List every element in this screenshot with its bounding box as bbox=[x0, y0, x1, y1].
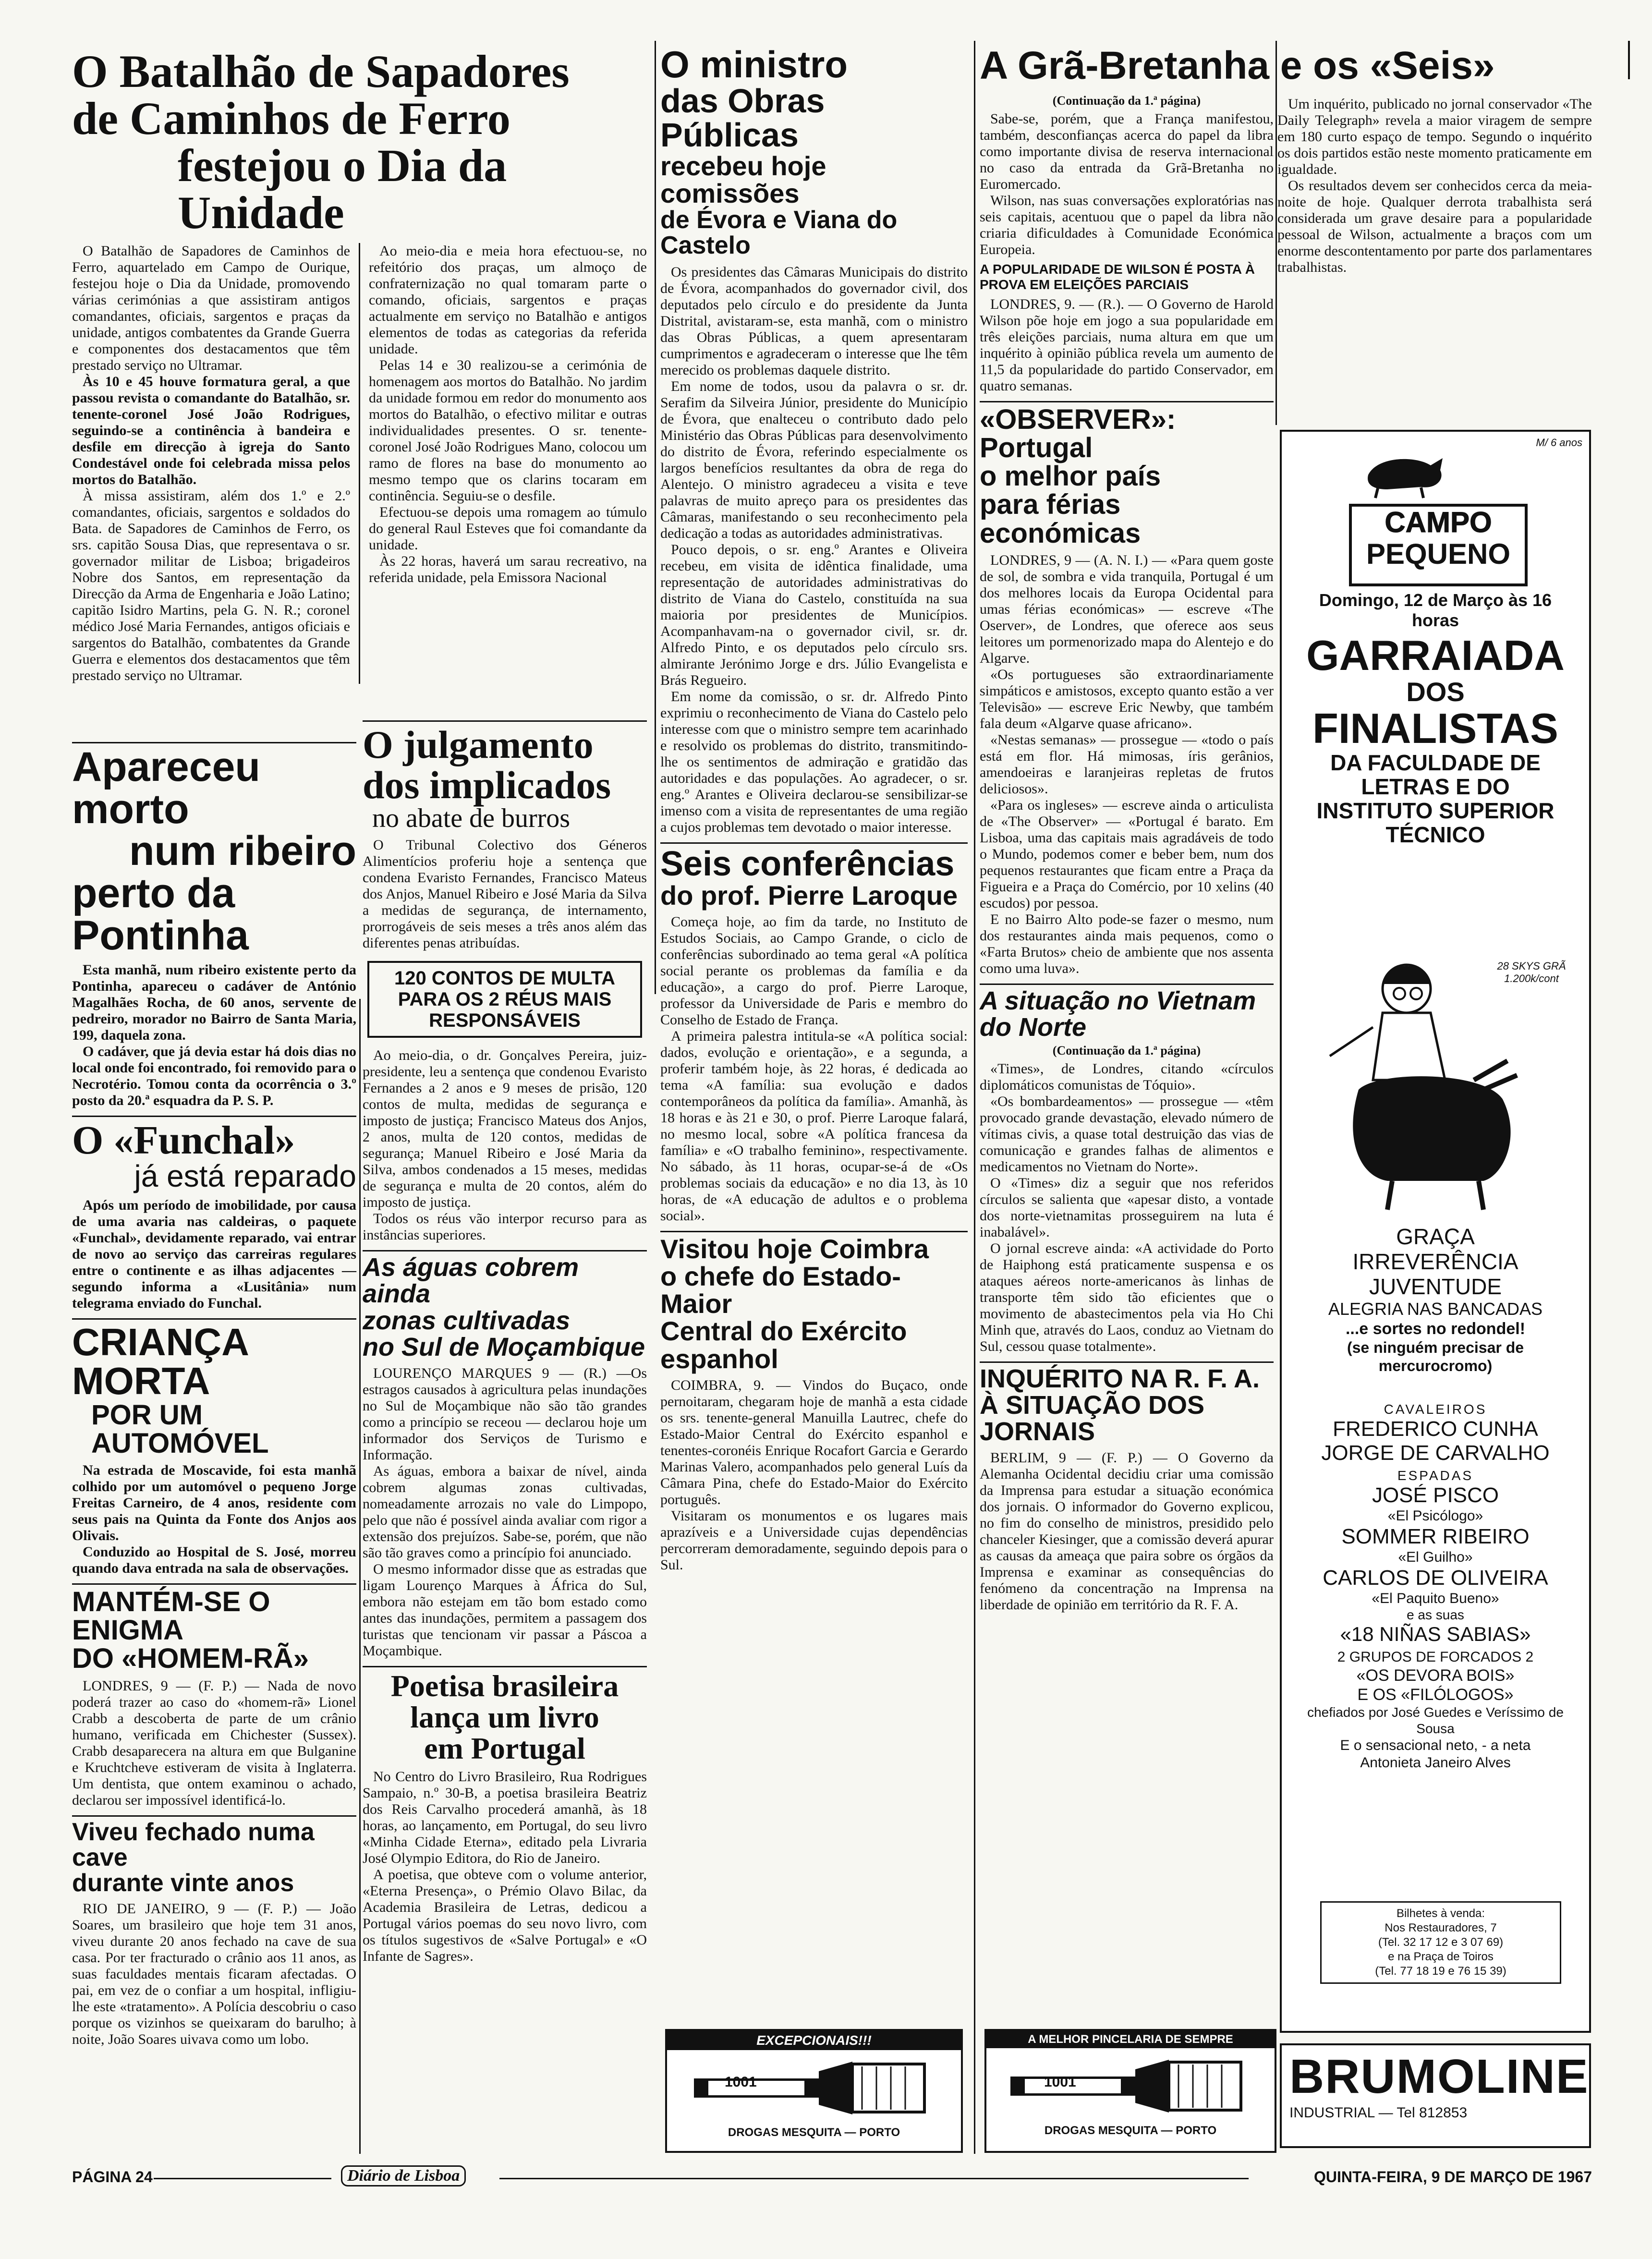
ad-event-title: FINALISTAS bbox=[1312, 704, 1558, 752]
column-rule bbox=[359, 999, 361, 2154]
page-number: PÁGINA 24 bbox=[72, 2168, 153, 2186]
ad-section-title: CAVALEIROS bbox=[1384, 1402, 1487, 1417]
ad-brand: 1001 bbox=[1044, 2074, 1076, 2090]
ad-campo-pequeno bbox=[1280, 430, 1591, 2033]
paragraph: RIO DE JANEIRO, 9 — (F. P.) — João Soares, um brasileiro que hoje tem 31 anos, viveu durante 20 anos fechado na cave de sua casa. Por ter fracturado o crânio aos 11 anos, as suas faculdades mentais ficaram afectadas. O pai, em vez de o confiar a um hospital, infligiu-lhe este «tratamento». A Polícia descobriu o caso porque os vizinhos se queixaram do barulho; à noite, João Soares uivava como um lobo. bbox=[72, 1900, 356, 2047]
ad-line: (se ninguém precisar de mercurocromo) bbox=[1347, 1339, 1524, 1374]
paragraph: Conduzido ao Hospital de S. José, morreu quando dava entrada na sala de observações. bbox=[72, 1544, 356, 1577]
paragraph: Esta manhã, num ribeiro existente perto da Pontinha, apareceu o cadáver de António Magalhães Rocha, de 60 anos, servente de pedreiro, morador no Bairro de Santa Maria, 199, daquela zona. bbox=[72, 961, 356, 1043]
paragraph: E no Bairro Alto pode-se fazer o mesmo, num dos restaurantes ainda mais pequenos, como o «Farta Brutos» cheio de ambiente que nos assenta como uma luva». bbox=[980, 911, 1274, 976]
headline: de Caminhos de Ferro bbox=[72, 92, 510, 144]
paragraph: «Os portugueses são extraordinariamente simpáticos e amistosos, excepto quanto estão a ver Televisão» — escreve Eric Newby, que também fala deum «Algarve quase africano». bbox=[980, 666, 1274, 731]
ad-age-rating: M/ 6 anos bbox=[1536, 437, 1582, 449]
ad-slogan bbox=[1291, 1224, 1579, 1375]
paragraph: As águas, embora a baixar de nível, ainda cobrem algumas zonas cultivadas, nomeadamente arrozais no vale do Limpopo, pelo que não é possível ainda avaliar com rigor a extensão dos prejuízos. Sabe-se, porém, que não são tão graves como a princípio foi anunciado. bbox=[363, 1463, 647, 1561]
paragraph: Efectuou-se depois uma romagem ao túmulo do general Raul Esteves que foi comandante da unidade. bbox=[369, 504, 647, 553]
ad-brumoline bbox=[1280, 2043, 1591, 2148]
subheading: A POPULARIDADE DE WILSON É POSTA À PROVA EM ELEIÇÕES PARCIAIS bbox=[980, 262, 1255, 292]
headline: espanhol bbox=[660, 1343, 778, 1374]
ad-line: e as suas bbox=[1407, 1607, 1464, 1622]
highlight-box: 120 CONTOS DE MULTA PARA OS 2 RÉUS MAIS RESPONSÁVEIS bbox=[367, 961, 642, 1038]
ad-line: ALEGRIA NAS BANCADAS bbox=[1328, 1299, 1543, 1319]
ad-brand: 1001 bbox=[725, 2074, 757, 2090]
paragraph: Visitaram os monumentos e os lugares mais aprazíveis e a Universidade cujas dependências percorreram demoradamente, seguindo depois para o Sul. bbox=[660, 1507, 968, 1573]
ad-performer: JORGE DE CARVALHO bbox=[1321, 1441, 1550, 1465]
headline: para férias económicas bbox=[980, 489, 1141, 549]
headline: MANTÉM-SE O ENIGMA bbox=[72, 1586, 270, 1646]
divider bbox=[72, 1318, 356, 1320]
paragraph: Em nome da comissão, o sr. dr. Alfredo Pinto exprimiu o reconhecimento de Viana do Castelo pelo interesse com que o ministro sempre tem acarinhado e resolvido os problemas do distrito, transmitindo-lhe os sentimentos de admiração e gratidão das autoridades e das populações. Ao agradecer, o sr. eng.º Arantes e Oliveira declarou-se sensibilizar-se imenso com a visita de representantes de uma região a cujos problemas tem devotado o maior interesse. bbox=[660, 688, 968, 835]
ad-tagline: A MELHOR PINCELARIA DE SEMPRE bbox=[986, 2031, 1275, 2048]
continuation-note: (Continuação da 1.ª página) bbox=[1052, 94, 1201, 108]
paragraph: Após um período de imobilidade, por causa de uma avaria nas caldeiras, o paquete «Funchal», devidamente reparado, vai entrar de novo ao serviço das carreiras regulares entre o continente e as ilhas adjacentes — segundo informa a «Lusitânia» num telegrama enviado do Funchal. bbox=[72, 1197, 356, 1311]
paragraph: A primeira palestra intitula-se «A política social: dados, evolução e orientação», e a segunda, a proferir também hoje, às 22 horas, é dedicada ao tema «A família: sua evolução e dados contemporâneos da política da família». Amanhã, às 18 horas e às 21 e 30, o prof. Pierre Laroque falará, no mesmo local, sobre «A política francesa da família» e «O trabalho feminino», respectivamente. No sábado, às 11 horas, ocupar-se-á de «Os problemas sociais da educação» e no dia 13, às 10 horas, de «A educação de adultos e o problema social». bbox=[660, 1028, 968, 1224]
divider bbox=[660, 842, 968, 844]
footer-rule bbox=[154, 2178, 331, 2179]
headline: recebeu hoje comissões bbox=[660, 151, 826, 209]
ad-performer: CARLOS DE OLIVEIRA bbox=[1323, 1566, 1548, 1590]
ad-event-title: GARRAIADA bbox=[1306, 632, 1565, 679]
paragraph: Os presidentes das Câmaras Municipais do distrito de Évora, acompanhados do governador civil, dos deputados pelo círculo e do presidente da Junta Distrital, avistaram-se, esta manhã, com o ministro das Obras Públicas, a quem apresentaram cumprimentos e agradeceram o interesse que lhe têm merecido os problemas daquele distrito. bbox=[660, 264, 968, 378]
student-bull-illustration bbox=[1301, 955, 1570, 1215]
ad-footer: INDUSTRIAL — Tel 812853 bbox=[1289, 2105, 1468, 2121]
paragraph: «Os bombardeamentos» — prossegue — «têm provocado grande devastação, elevado número de vítimas civis, a quase total destruição das vias de comunicação e grandes falhas de alimentos e medicamentos no Vietnam do Norte». bbox=[980, 1093, 1274, 1175]
paintbrush-icon bbox=[680, 2052, 948, 2124]
column-2 bbox=[363, 720, 647, 2154]
divider bbox=[980, 1361, 1274, 1363]
ad-line: Bilhetes à venda: bbox=[1396, 1907, 1485, 1920]
ad-line: (Tel. 32 17 12 e 3 07 69) bbox=[1378, 1936, 1504, 1949]
column-rule bbox=[655, 41, 656, 994]
divider bbox=[660, 1231, 968, 1232]
headline: dos implicados bbox=[363, 763, 611, 807]
paragraph: O jornal escreve ainda: «A actividade do Porto de Haiphong está praticamente suspensa e os ataques aéreos norte-americanos às linhas de transporte têm sido tão eficientes que o movimento de abastecimentos pela via Ho Chi Minh que, através do Laos, conduz ao Vietnam do Sul, cessou quase totalmente». bbox=[980, 1240, 1274, 1354]
paragraph: COIMBRA, 9. — Vindos do Buçaco, onde pernoitaram, chegaram hoje de manhã a esta cidade os srs. tenente-general Manuilla Lautrec, chefe do Estado-Maior Central do Exército espanhol e tenentes-coronéis Enrique Rocafort Garcia e Gerardo Marinas Valero, acompanhados pelo general Luís da Câmara Pina, chefe do Estado-Maior do Exército português. bbox=[660, 1377, 968, 1507]
ad-line: «OS DEVORA BOIS» bbox=[1356, 1666, 1515, 1685]
paragraph: Ao meio-dia, o dr. Gonçalves Pereira, juiz-presidente, leu a sentença que condenou Evaristo Fernandes a 2 anos e 9 meses de prisão, 120 contos de multa, medidas de segurança e imposto de justiça; Francisco Mateus dos Anjos, 2 anos, multa de 120 contos, medidas de segurança; Manuel Ribeiro e José Maria da Silva, ambos condenados a 15 meses, medidas de segurança e multa de 20 contos, além do imposto de justiça. bbox=[363, 1047, 647, 1211]
ad-section-title: ESPADAS bbox=[1397, 1468, 1474, 1483]
divider bbox=[363, 1666, 647, 1667]
divider bbox=[363, 720, 647, 722]
ad-line: e na Praça de Toiros bbox=[1388, 1950, 1494, 1963]
ad-line: Nos Restauradores, 7 bbox=[1385, 1921, 1497, 1934]
headline: A situação no Vietnam bbox=[980, 986, 1256, 1015]
paragraph: Em nome de todos, usou da palavra o sr. dr. Serafim da Silveira Júnior, presidente do Município de Évora, que enalteceu o contributo dado pelo Ministério das Obras Públicas para desenvolvimento do distrito de Évora, referindo especialmente os largos benefícios resultantes da obra de rega do Alentejo. O ministro agradeceu a visita e teve palavras de muito apreço para os presidentes das Câmaras, manifestando o seu reconhecimento pela dedicação a todas as autoridades administrativas. bbox=[660, 378, 968, 541]
headline: do Norte bbox=[980, 1012, 1086, 1042]
ad-line: E OS «FILÓLOGOS» bbox=[1357, 1686, 1514, 1704]
headline: festejou o Dia da Unidade bbox=[178, 139, 507, 238]
headline: o chefe do Estado-Maior bbox=[660, 1261, 901, 1319]
ad-drogas-mesquita-1 bbox=[665, 2029, 963, 2153]
ad-line: IRREVERÊNCIA bbox=[1352, 1249, 1518, 1274]
headline: As águas cobrem ainda bbox=[363, 1253, 579, 1309]
divider bbox=[980, 401, 1274, 402]
paragraph: Na estrada de Moscavide, foi esta manhã colhido por um automóvel o pequeno Jorge Freitas Carneiro, de 4 anos, residente com seus pais na Quinta da Fonte dos Anjos aos Olivais. bbox=[72, 1462, 356, 1544]
paragraph: O Tribunal Colectivo dos Géneros Alimentícios proferiu hoje a sentença que condena Evaristo Fernandes, Francisco Mateus dos Anjos, Manuel Ribeiro e José Maria da Silva a medidas de segurança, de internamento, prorrogáveis de seis meses a três anos além das diferentes penas atribuídas. bbox=[363, 837, 647, 951]
ad-sketch-note: 28 SKYS GRÃ 1.200k/cont bbox=[1497, 960, 1566, 984]
paragraph: LOURENÇO MARQUES 9 — (R.) —Os estragos causados à agricultura pelas inundações no Sul de Moçambique não são tão grandes como a princípio se receou — declarou hoje um informador dos Serviços de Turismo e Informação. bbox=[363, 1365, 647, 1463]
paragraph: Um inquérito, publicado no jornal conservador «The Daily Telegraph» revela a maior viragem de sempre em 180 curto espaço de tempo. Segundo o inquérito os dois partidos estão neste momento praticamente em igualdade. bbox=[1277, 96, 1592, 177]
ad-nickname: «El Psicólogo» bbox=[1387, 1508, 1483, 1524]
headline: lança um livro bbox=[410, 1700, 599, 1734]
headline: do prof. Pierre Laroque bbox=[660, 880, 958, 911]
headline: Seis conferências bbox=[660, 844, 955, 883]
ad-performers bbox=[1287, 1402, 1584, 1772]
paragraph: LONDRES, 9. — (R.). — O Governo de Harold Wilson põe hoje em jogo a sua popularidade em três eleições parciais, numa altura em que um inquérito à opinião pública revela um aumento de 11,5 da popularidade do partido Conservador, em quatro semanas. bbox=[980, 296, 1274, 394]
headline: CRIANÇA MORTA bbox=[72, 1320, 248, 1403]
ad-footer: DROGAS MESQUITA — PORTO bbox=[1044, 2124, 1217, 2137]
headline: O Batalhão de Sapadores bbox=[72, 46, 570, 97]
column-3 bbox=[660, 43, 968, 2154]
column-4-body bbox=[980, 94, 1274, 2024]
edge-rule bbox=[1628, 41, 1630, 79]
ad-nickname: «El Paquito Bueno» bbox=[1372, 1591, 1499, 1606]
ad-tickets bbox=[1320, 1901, 1561, 1984]
ad-line: ...e sortes no redondel! bbox=[1345, 1320, 1526, 1338]
paragraph: «Nestas semanas» — prossegue — «todo o país está em flor. Há mimosas, íris gerânios, amendoeiras e laranjeiras repletas de frutos deliciosos». bbox=[980, 731, 1274, 797]
paragraph: Todos os réus vão interpor recurso para as instâncias superiores. bbox=[363, 1211, 647, 1243]
ad-tagline: EXCEPCIONAIS!!! bbox=[667, 2031, 961, 2050]
paragraph: LONDRES, 9 — (F. P.) — Nada de novo poderá trazer ao caso do «homem-rã» Lionel Crabb a descoberta de parte de um crânio humano, verificada em Chichester (Sussex). Crabb desaparecera na altura em que Bulganine e Kruchtcheve estiveram de visita à Inglaterra. Um dentista, que ontem examinou o achado, declarou ser impossível identificá-lo. bbox=[72, 1677, 356, 1808]
page-footer bbox=[72, 2168, 1592, 2187]
paragraph: Pouco depois, o sr. eng.º Arantes e Oliveira recebeu, em visita de idêntica finalidade, uma representação de autoridades administrativas do distrito de Viana do Castelo, constituída na sua maioria por presidentes de Municípios. Acompanhavam-na o governador civil, sr. dr. Alfredo Pinto, e os deputados pelo círculo srs. almirante Jerónimo Jorge e drs. Júlio Evangelista e Brás Regueiro. bbox=[660, 541, 968, 688]
ad-venue: PEQUENO bbox=[1366, 538, 1511, 570]
ad-event-sub: INSTITUTO SUPERIOR TÉCNICO bbox=[1316, 798, 1555, 847]
ad-event bbox=[1291, 633, 1579, 847]
footer-rule bbox=[499, 2178, 1249, 2179]
headline: POR UM AUTOMÓVEL bbox=[91, 1399, 269, 1459]
headline: já está reparado bbox=[134, 1159, 356, 1194]
paragraph: A poetisa, que obteve com o volume anterior, «Eterna Presença», o Prémio Olavo Bilac, da Academia Brasileira de Letras, dedicou a Portugal vários poemas do seu novo livro, com os títulos sugestivos de «Salve Portugal» e «O Infante de Sagres». bbox=[363, 1867, 647, 1965]
paragraph: Às 10 e 45 houve formatura geral, a que passou revista o comandante do Batalhão, sr. tenente-coronel José João Rodrigues, seguindo-se a continência à bandeira e desfile em direcção à igreja do Santo Condestável onde foi celebrada missa pelos mortos do Batalhão. bbox=[72, 373, 350, 487]
divider bbox=[72, 1815, 356, 1817]
ad-line: 2 GRUPOS DE FORCADOS 2 bbox=[1337, 1649, 1534, 1665]
ad-event-sub: DA FACULDADE DE LETRAS E DO bbox=[1330, 750, 1541, 799]
divider bbox=[72, 1583, 356, 1585]
paragraph: O cadáver, que já devia estar há dois dias no local onde foi encontrado, foi removido para o Necrotério. Tomou conta da ocorrência o 3.º posto da 20.ª esquadra da P. S. P. bbox=[72, 1043, 356, 1108]
ad-performer: «18 NIÑAS SABIAS» bbox=[1340, 1623, 1531, 1645]
paragraph: Às 22 horas, haverá um sarau recreativo, na referida unidade, pela Emissora Nacional bbox=[369, 553, 647, 585]
paragraph: À missa assistiram, além dos 1.º e 2.º comandantes, oficiais, sargentos e soldados do Bata. de Sapadores de Caminhos de Ferro, os srs. capitão Sousa Dias, que representava o sr. governador militar de Lisboa; brigadeiros Nobre dos Santos, em representação da Direcção da Arma de Engenharia e João Latino; capitão Isidro Martins, pela G. N. R.; coronel médico José Maria Fernandes, antigos oficiais e sargentos do Batalhão, combatentes da Grande Guerra e elementos dos destacamentos que têm prestado serviço no Ultramar. bbox=[72, 487, 350, 683]
paintbrush-icon bbox=[996, 2050, 1265, 2122]
ad-line: JUVENTUDE bbox=[1369, 1274, 1502, 1299]
ad-performer: FREDERICO CUNHA bbox=[1333, 1417, 1538, 1441]
ad-performer: JOSÉ PISCO bbox=[1372, 1483, 1499, 1507]
paragraph: O «Times» diz a seguir que nos referidos círculos se salienta que «apesar disto, a vontade dos norte-vietnamitas prosseguirem na luta é inabalável». bbox=[980, 1175, 1274, 1240]
divider bbox=[72, 742, 356, 743]
ad-performer: SOMMER RIBEIRO bbox=[1341, 1525, 1530, 1548]
headline: no Sul de Moçambique bbox=[363, 1332, 645, 1361]
column-5 bbox=[1277, 96, 1592, 423]
paragraph: Sabe-se, porém, que a França manifestou, também, desconfianças acerca do papel da libra como importante divisa de reserva internacional no caso da entrada da Grã-Bretanha no Euromercado. bbox=[980, 111, 1274, 192]
headline: perto da Pontinha bbox=[72, 870, 249, 959]
headline: INQUÉRITO NA R. F. A. bbox=[980, 1364, 1260, 1393]
headline: durante vinte anos bbox=[72, 1869, 294, 1897]
ad-date: Domingo, 12 de Março às 16 horas bbox=[1319, 590, 1552, 630]
ad-line: GRAÇA bbox=[1396, 1224, 1475, 1249]
bull-icon bbox=[1359, 441, 1455, 499]
headline: de Évora e Viana do Castelo bbox=[660, 206, 898, 259]
headline: das Obras Públicas bbox=[660, 82, 825, 154]
divider bbox=[363, 1250, 647, 1251]
headline: num ribeiro bbox=[129, 828, 356, 874]
ad-event-title: DOS bbox=[1406, 677, 1465, 707]
paragraph: BERLIM, 9 — (F. P.) — O Governo da Alemanha Ocidental decidiu criar uma comissão da Imprensa para estudar a situação económica dos jornais. O informador do Governo explicou, no fim do conselho de ministros, presidido pelo chanceler Kiesinger, que a comissão deverá apurar as causas da ameaça que paira sobre os órgãos da Imprensa e examinar as consequências do fenómeno da concentração na Imprensa na liberdade de opinião em território da R. F. A. bbox=[980, 1450, 1274, 1613]
paragraph: Os resultados devem ser conhecidos cerca da meia-noite de hoje. Qualquer derrota trabalhista será considerada um grave desaire para a popularidade pessoal de Wilson, actualmente a braços com um enorme descontentamento por parte dos parlamentares trabalhistas. bbox=[1277, 178, 1592, 275]
paragraph: Ao meio-dia e meia hora efectuou-se, no refeitório dos praças, um almoço de confraternização no qual tomaram parte o comando, oficiais, sargentos e praças actualmente em serviço no Batalhão e antigos elementos de todas as categorias da referida unidade. bbox=[369, 243, 647, 357]
headline: Poetisa brasileira bbox=[390, 1668, 619, 1703]
column-1 bbox=[72, 742, 356, 2154]
arena-emblem bbox=[1349, 504, 1528, 586]
headline: Viveu fechado numa cave bbox=[72, 1818, 315, 1871]
ad-drogas-mesquita-2 bbox=[984, 2029, 1276, 2153]
paragraph: LONDRES, 9 — (A. N. I.) — «Para quem goste de sol, de sombra e vida tranquila, Portugal é um dos melhores locais da Europa Ocidental para umas férias económicas» — escreve «The Oserver», de Londres, que oferece aos seus leitores um pormenorizado mapa do Alentejo e do Algarve. bbox=[980, 552, 1274, 666]
headline: A Grã-Bretanha e os «Seis» bbox=[980, 44, 1495, 87]
ad-brand: BRUMOLINE bbox=[1289, 2050, 1589, 2103]
continuation-note: (Continuação da 1.ª página) bbox=[1052, 1043, 1201, 1057]
headline: DO «HOMEM-RÃ» bbox=[72, 1643, 309, 1675]
column-rule bbox=[1275, 41, 1277, 425]
headline: «OBSERVER»: Portugal bbox=[980, 404, 1176, 464]
paragraph: Pelas 14 e 30 realizou-se a cerimónia de homenagem aos mortos do Batalhão. No jardim da unidade formou em redor do monumento aos mortos do Batalhão, o efectivo militar e outras individualidades presentes. O sr. tenente-coronel José João Rodrigues Mano, colocou um ramo de flores na base do monumento ao mesmo tempo que os clarins tocaram em continência. Seguiu-se o desfile. bbox=[369, 357, 647, 504]
paragraph: Wilson, nas suas conversações exploratórias nas seis capitais, acentuou que o papel da libra não criaria dificuldades à Comunidade Económica Europeia. bbox=[980, 193, 1274, 257]
headline: O «Funchal» bbox=[72, 1117, 295, 1163]
ad-line: Antonieta Janeiro Alves bbox=[1360, 1755, 1511, 1771]
page-date: QUINTA-FEIRA, 9 DE MARÇO DE 1967 bbox=[1313, 2168, 1592, 2186]
headline: Central do Exército bbox=[660, 1316, 907, 1347]
headline: zonas cultivadas bbox=[363, 1306, 571, 1335]
headline: no abate de burros bbox=[372, 803, 571, 834]
paragraph: O mesmo informador disse que as estradas que ligam Lourenço Marques à África do Sul, embora não estejam em tão bom estado como antes das inundações, permitem a passagem dos turistas que tencionam vir passar a Páscoa a Moçambique. bbox=[363, 1561, 647, 1659]
divider bbox=[980, 984, 1274, 985]
headline: o melhor país bbox=[980, 461, 1161, 492]
ad-footer: DROGAS MESQUITA — PORTO bbox=[728, 2126, 900, 2139]
paragraph: No Centro do Livro Brasileiro, Rua Rodrigues Sampaio, n.º 30-B, a poetisa brasileira Beatriz dos Reis Carvalho procederá amanhã, às 18 horas, ao lançamento, em Portugal, do seu livro «Minha Cidade Eterna», editado pela Livraria José Olympio Editora, do Rio de Janeiro. bbox=[363, 1769, 647, 1867]
paragraph: «Times», de Londres, citando «círculos diplomáticos comunistas de Tóquio». bbox=[980, 1060, 1274, 1093]
paragraph: «Para os ingleses» — escreve ainda o articulista de «The Observer» — «Portugal é barato. Em Lisboa, uma das capitais mais agradáveis de todo o Mundo, podemos comer e beber bem, num dos pequenos restaurantes que ficam entre a Praça da Figueira e a Praça do Comércio, por 10 xelins (40 escudos) por pessoa. bbox=[980, 797, 1274, 911]
article-batalhao bbox=[72, 48, 647, 720]
ad-nickname: «El Guilho» bbox=[1398, 1549, 1473, 1565]
headline: O julgamento bbox=[363, 723, 594, 766]
headline: À SITUAÇÃO DOS JORNAIS bbox=[980, 1391, 1205, 1446]
headline: em Portugal bbox=[424, 1731, 585, 1766]
ad-line: chefiados por José Guedes e Veríssimo de Sousa bbox=[1307, 1705, 1564, 1736]
column-rule bbox=[974, 41, 975, 2154]
ad-venue: CAMPO bbox=[1385, 506, 1492, 538]
divider bbox=[72, 1116, 356, 1117]
headline: O ministro bbox=[660, 43, 848, 85]
paragraph: O Batalhão de Sapadores de Caminhos de Ferro, aquartelado em Campo de Ourique, festejou hoje o Dia da Unidade, promovendo várias cerimónias a que assistiram antigos comandantes, oficiais, sargentos e praças da unidade, antigos combatentes da Grande Guerra e componentes dos destacamentos que têm prestado serviço no Ultramar. bbox=[72, 243, 350, 373]
paragraph: Começa hoje, ao fim da tarde, no Instituto de Estudos Sociais, ao Campo Grande, o ciclo de conferências subordinado ao tema geral «A política social perante os problemas da família e da educação», a cargo do prof. Pierre Laroque, professor da Universidade de Paris e membro do Conselho de Estado de França. bbox=[660, 914, 968, 1028]
headline: Apareceu morto bbox=[72, 744, 260, 832]
masthead-logo: Diário de Lisboa bbox=[341, 2165, 466, 2186]
ad-line: (Tel. 77 18 19 e 76 15 39) bbox=[1375, 1965, 1506, 1978]
headline: Visitou hoje Coimbra bbox=[660, 1234, 929, 1264]
ad-line: E o sensacional neto, - a neta bbox=[1340, 1737, 1531, 1753]
